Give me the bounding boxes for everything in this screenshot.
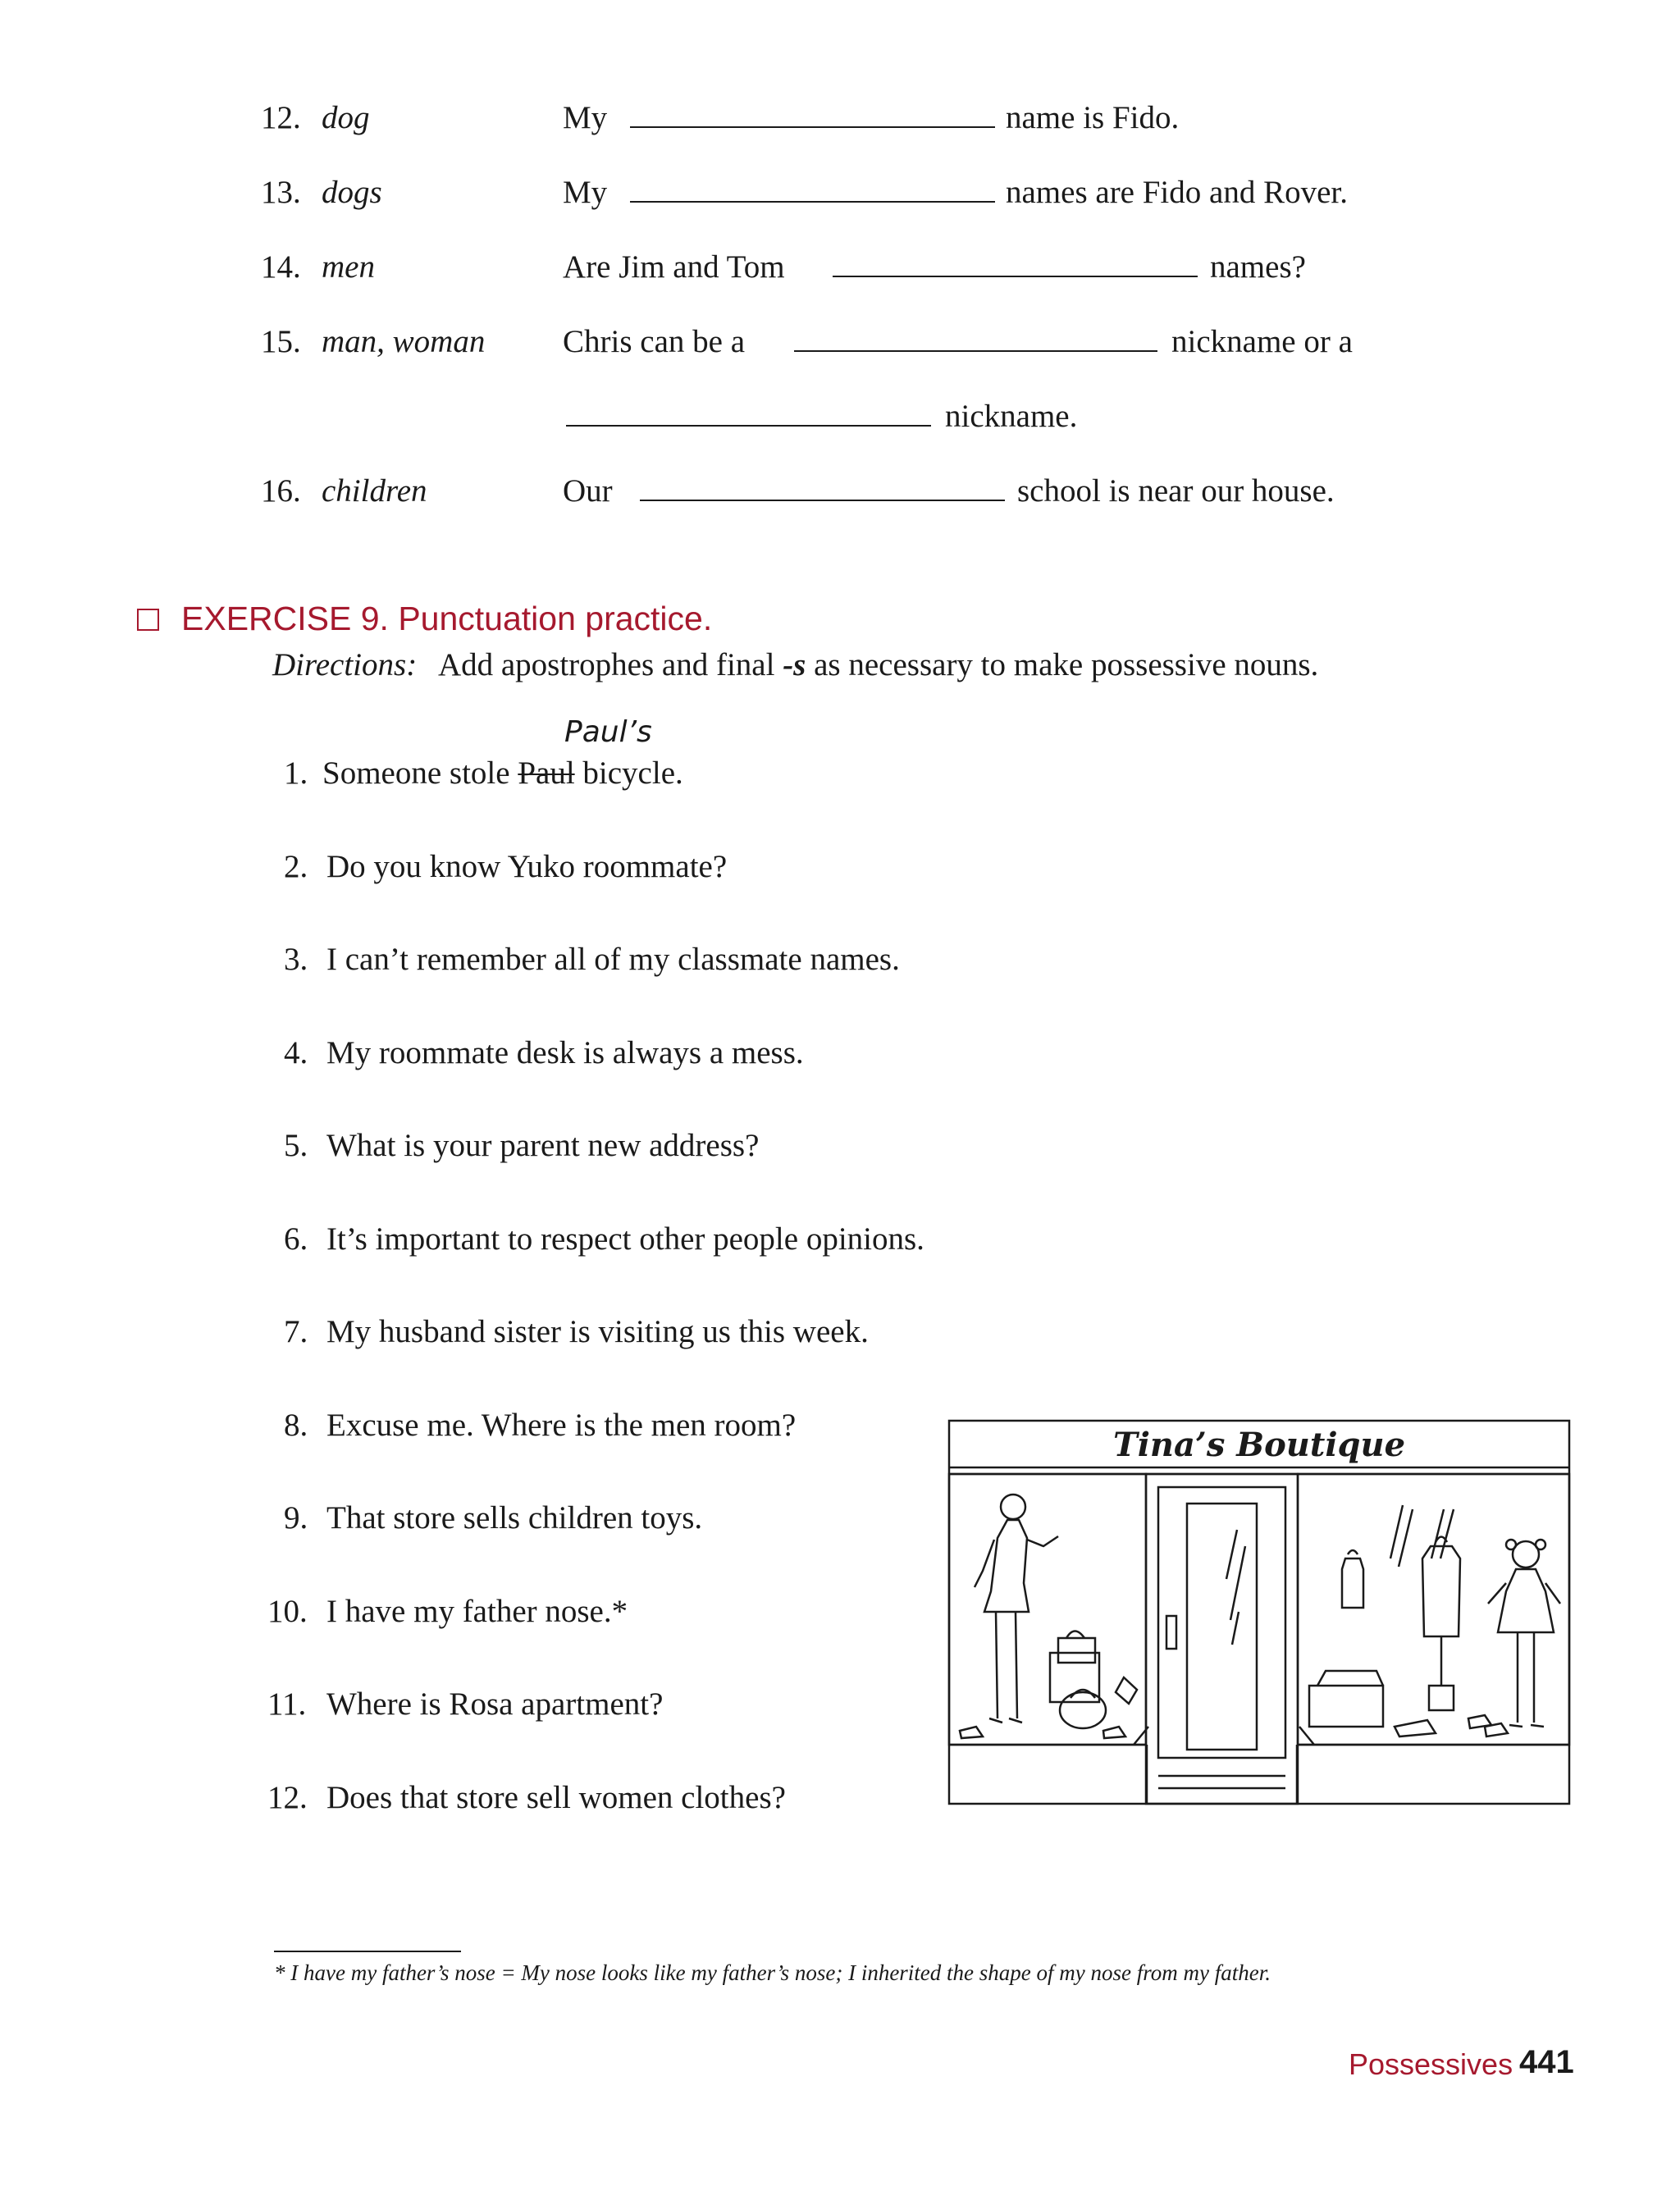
sentence-number: 9. <box>284 1500 308 1536</box>
sentence-text[interactable]: My roommate desk is always a mess. <box>326 1035 804 1070</box>
sentence-number: 11. <box>267 1686 307 1722</box>
item-post: names? <box>1210 249 1306 285</box>
sentence-number: 10. <box>267 1594 308 1629</box>
sentence-number: 3. <box>284 942 308 977</box>
directions-text-a: Add apostrophes and final <box>437 647 775 682</box>
sentence-text[interactable]: It’s important to respect other people opinions. <box>326 1221 924 1257</box>
sentence-text[interactable]: Do you know Yuko roommate? <box>326 849 728 884</box>
crossed-out-word: Paul <box>518 755 575 791</box>
item-number: 12. <box>261 100 301 135</box>
example-pre: Someone stole <box>322 755 510 791</box>
item-word: men <box>322 249 375 285</box>
store-sign: Tina’s Boutique <box>1112 1426 1406 1464</box>
answer-blank[interactable] <box>794 350 1157 352</box>
sentence-number: 7. <box>284 1314 308 1349</box>
item-number: 14. <box>261 249 301 285</box>
sentence-number: 8. <box>284 1408 308 1443</box>
sentence-text[interactable]: Where is Rosa apartment? <box>326 1686 664 1722</box>
exercise-checkbox[interactable] <box>137 609 159 631</box>
sentence-number: 12. <box>267 1780 308 1815</box>
item-post: school is near our house. <box>1017 473 1335 509</box>
directions <box>272 646 1318 684</box>
item-post: names are Fido and Rover. <box>1006 175 1348 210</box>
item-pre: My <box>563 100 608 135</box>
sentence-text[interactable]: What is your parent new address? <box>326 1128 760 1163</box>
sentence-text[interactable]: Excuse me. Where is the men room? <box>326 1408 797 1443</box>
answer-blank[interactable] <box>630 201 995 203</box>
item-pre: My <box>563 175 608 210</box>
answer-blank[interactable] <box>833 276 1198 277</box>
item-word: dogs <box>322 175 382 210</box>
exercise-title: EXERCISE 9. Punctuation practice. <box>181 600 713 637</box>
sentence-text[interactable]: I have my father nose.* <box>326 1594 628 1629</box>
example-sentence <box>284 755 683 792</box>
sentence-text[interactable]: I can’t remember all of my classmate names. <box>326 942 900 977</box>
sentence-text[interactable]: Does that store sell women clothes? <box>326 1780 786 1815</box>
directions-suffix: -s <box>783 647 806 682</box>
item-pre: Chris can be a <box>563 324 746 359</box>
item-post: name is Fido. <box>1006 100 1180 135</box>
item-post: nickname or a <box>1171 324 1353 359</box>
sentence-text[interactable]: That store sells children toys. <box>326 1500 703 1536</box>
footnote: * I have my father’s nose = My nose looks like my father’s nose; I inherited the shape of my nose from my father. <box>274 1960 1271 1985</box>
sentence-number: 4. <box>284 1035 308 1070</box>
example-post: bicycle. <box>582 755 683 791</box>
item-number: 16. <box>261 473 301 509</box>
item-number: 15. <box>261 324 301 359</box>
sentence-text[interactable]: My husband sister is visiting us this week. <box>326 1314 869 1349</box>
boutique-illustration <box>943 1415 1575 1809</box>
item-number: 13. <box>261 175 301 210</box>
footnote-rule <box>274 1951 461 1952</box>
directions-text-b: as necessary to make possessive nouns. <box>814 647 1319 682</box>
item-pre: Our <box>563 473 613 509</box>
sentence-number: 5. <box>284 1128 308 1163</box>
page-number: 441 <box>1519 2044 1574 2080</box>
answer-blank[interactable] <box>630 126 995 128</box>
answer-blank[interactable] <box>640 500 1005 501</box>
item-word: children <box>322 473 427 509</box>
sentence-number: 1. <box>284 755 308 791</box>
handwritten-correction: Paul’s <box>564 715 652 749</box>
item-pre: Are Jim and Tom <box>563 249 785 285</box>
item-post-line2: nickname. <box>945 399 1078 434</box>
sentence-number: 2. <box>284 849 308 884</box>
directions-label: Directions: <box>272 647 418 682</box>
footer-section: Possessives <box>1349 2047 1513 2081</box>
answer-blank[interactable] <box>566 425 931 427</box>
item-word: dog <box>322 100 370 135</box>
sentence-number: 6. <box>284 1221 308 1257</box>
item-word: man, woman <box>322 324 486 359</box>
